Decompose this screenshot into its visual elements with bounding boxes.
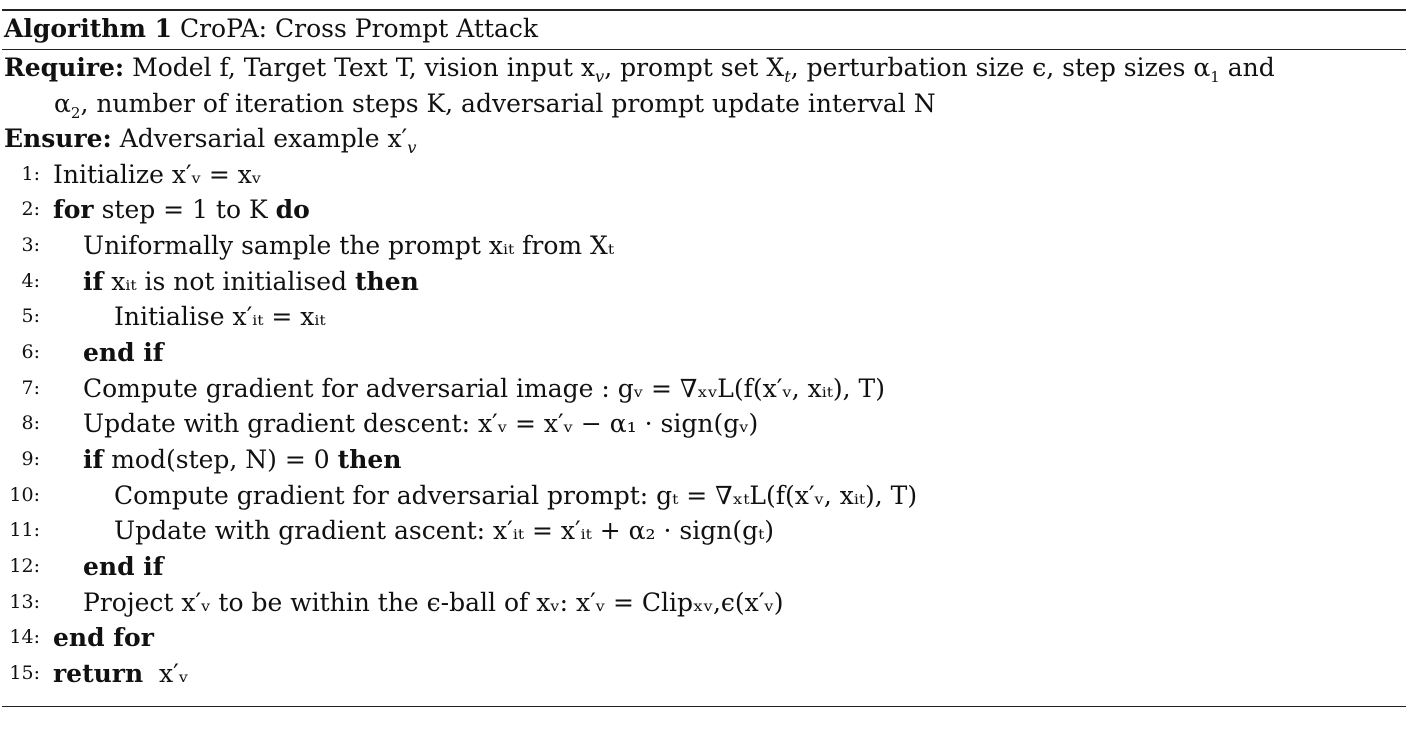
algorithm-line [2, 478, 1406, 514]
algorithm-line [2, 585, 1406, 621]
caption-label: Algorithm 1 [4, 14, 172, 43]
algorithm-line [2, 442, 1406, 478]
algorithm-line [2, 549, 1406, 585]
bottom-rule [2, 706, 1406, 707]
line-number: 3: [21, 233, 40, 256]
line-text: step = 1 to K [101, 195, 268, 225]
ensure-text: Adversarial example x′ [119, 124, 408, 153]
line-text: Project x′ᵥ to be within the ϵ-ball of xᵥ: x′ᵥ = Clipₓᵥ,ϵ(x′ᵥ) [83, 587, 784, 617]
line-text: Compute gradient for adversarial image : gᵥ = ∇ₓᵥL(f(x′ᵥ, xᵢₜ), T) [83, 373, 885, 403]
algorithm-line [2, 157, 1406, 193]
algorithm-block [2, 9, 1406, 692]
line-number: 4: [21, 269, 40, 292]
line-text: x′ᵥ [143, 659, 189, 689]
keyword: then [337, 445, 402, 474]
algorithm-line [2, 228, 1406, 264]
ensure-line: Ensure: Adversarial example $x'_v$ [4, 124, 417, 157]
algorithm-line [2, 406, 1406, 442]
line-number: 9: [21, 448, 40, 470]
line-content [53, 192, 310, 228]
require-text-2: , number of iteration steps K, adversarial prompt update interval N [80, 88, 936, 118]
line-number: 13: [9, 590, 40, 613]
line-number: 2: [21, 198, 40, 221]
algorithm-line [2, 513, 1406, 549]
require-block [2, 50, 1406, 157]
line-number: 14: [9, 626, 40, 649]
algorithm-line [2, 371, 1406, 407]
line-text: xᵢₜ is not initialised [111, 266, 348, 296]
line-number: 15: [9, 662, 40, 685]
algorithm-lines [2, 157, 1406, 692]
algorithm-line [2, 299, 1406, 335]
algorithm-line [2, 620, 1406, 656]
line-number: 7: [21, 376, 40, 399]
line-number: 12: [9, 555, 40, 578]
line-content [53, 656, 188, 692]
line-number: 1: [21, 162, 40, 185]
line-text: Uniformally sample the prompt xᵢₜ from Xₜ [83, 230, 614, 260]
keyword: if [83, 266, 104, 296]
keyword: return [53, 659, 144, 689]
keyword: end for [53, 623, 154, 653]
line-text: Update with gradient ascent: x′ᵢₜ = x′ᵢₜ + α₂ · sign(gₜ) [114, 516, 775, 546]
keyword: then [355, 266, 419, 296]
require-line [4, 50, 1406, 86]
line-text: Compute gradient for adversarial prompt: gₜ = ∇ₓₜL(f(x′ᵥ, xᵢₜ), T) [114, 480, 918, 510]
require-line-2: $\alpha_2$, number of iteration steps K, adversarial prompt update interval N [54, 88, 936, 122]
line-text: Initialise x′ᵢₜ = xᵢₜ [114, 302, 326, 332]
algorithm-line [2, 264, 1406, 300]
line-text: Initialize x′ᵥ = xᵥ [53, 159, 262, 189]
line-number: 5: [21, 305, 40, 328]
keyword: do [275, 195, 310, 225]
keyword: for [53, 195, 94, 225]
keyword: if [83, 445, 104, 474]
require-text-1: Model f, Target Text T, vision input $x_v$, prompt set $X_t$, perturbation size ϵ, step sizes $\alpha_1$ and [132, 53, 1275, 86]
keyword: end if [83, 337, 164, 367]
algorithm-line [2, 656, 1406, 692]
line-text: Update with gradient descent: x′ᵥ = x′ᵥ − α₁ · sign(gᵥ) [83, 409, 759, 439]
caption-title: CroPA: Cross Prompt Attack [179, 14, 539, 43]
require-label: Require: [4, 53, 125, 82]
ensure-label: Ensure: [4, 124, 112, 153]
algorithm-caption [2, 11, 1406, 47]
line-number: 11: [9, 519, 40, 542]
line-number: 10: [9, 483, 40, 506]
line-number: 8: [21, 412, 40, 435]
algorithm-line [2, 335, 1406, 371]
algorithm-line [2, 192, 1406, 228]
line-number: 6: [21, 340, 40, 363]
line-text: mod(step, N) = 0 [111, 445, 330, 474]
line-content [83, 442, 401, 478]
line-content [83, 264, 419, 300]
keyword: end if [83, 552, 164, 582]
